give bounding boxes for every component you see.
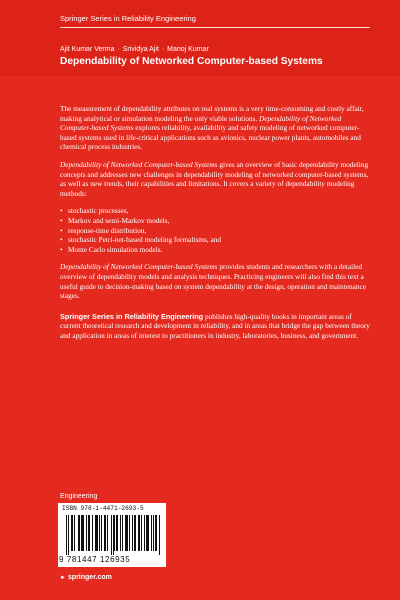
barcode-bar <box>88 515 89 551</box>
barcode-bar <box>68 515 69 555</box>
barcode-bar <box>139 515 140 551</box>
barcode-bar <box>96 515 97 551</box>
barcode-bar <box>114 515 115 551</box>
publisher-website <box>60 574 112 581</box>
barcode-bar <box>125 515 126 551</box>
blurb-book-title: Dependability of Networked Computer-based Systems <box>60 159 218 169</box>
blurb-text: explores reliability, availability and safety modeling of networked computer-based systems used in life-critical applications such as avionics, nuclear power plants, automobiles and chemical process industries. <box>60 123 361 152</box>
ean-digits: 9 781447 126935 <box>59 555 131 564</box>
barcode-bar <box>126 515 127 551</box>
barcode-bar <box>134 515 135 551</box>
blurb-paragraph <box>60 262 373 300</box>
barcode-bar <box>78 515 79 551</box>
barcode-bar <box>97 515 98 551</box>
barcode-bar <box>71 515 72 551</box>
series-name-inline: Springer Series in Reliability Engineering <box>60 311 204 321</box>
barcode-bar <box>156 515 157 551</box>
barcode-bar <box>155 515 156 551</box>
arrow-icon: ► <box>60 575 66 581</box>
list-item: • response-time distribution, <box>60 226 373 236</box>
barcode-bar <box>120 515 121 551</box>
blurb-paragraph <box>60 160 373 198</box>
blurb-text: publishes high-quality books in important areas of current theoretical research and development in reliability, and in areas that bridge the gap between theory and application in areas of interest to practitioners in industry, laboratories, business, and government. <box>60 311 370 340</box>
list-item: • stochastic Petri-net-based modeling formalisms, and <box>60 235 373 245</box>
author-name: Manoj Kumar <box>167 46 209 53</box>
author-name: Srividya Ajit <box>122 46 159 53</box>
barcode-bar <box>144 515 145 551</box>
barcode-bar <box>101 515 102 551</box>
subject-category: Engineering <box>60 493 98 500</box>
barcode-bar <box>141 515 142 551</box>
author-name: Ajit Kumar Verma <box>60 46 115 53</box>
barcode-bar <box>117 515 118 551</box>
blurb-book-title: Dependability of Networked Computer-based Systems <box>60 113 342 133</box>
barcode-bar <box>89 515 90 551</box>
website-url: springer.com <box>67 574 112 581</box>
barcode-bar <box>113 515 114 555</box>
list-item: • Markov and semi-Markov models, <box>60 216 373 226</box>
barcode-bar <box>105 515 106 551</box>
book-title: Dependability of Networked Computer-based Systems <box>60 56 323 67</box>
header-rule <box>60 27 370 28</box>
blurb-paragraph <box>60 104 373 152</box>
barcode-bar <box>122 515 123 551</box>
barcode-bar <box>116 515 117 551</box>
author-separator: · <box>161 46 165 53</box>
author-separator: · <box>117 46 120 53</box>
barcode-bar <box>74 515 75 551</box>
barcode-bar <box>104 515 105 551</box>
barcode-bar <box>82 515 83 551</box>
list-item: • stochastic processes, <box>60 206 373 216</box>
barcode-bar <box>146 515 147 551</box>
barcode-bar <box>138 515 139 551</box>
series-name: Springer Series in Reliability Engineering <box>60 14 196 23</box>
barcode-bar <box>132 515 133 551</box>
barcode-bar <box>127 515 128 551</box>
methods-list <box>60 206 373 254</box>
barcode-bar <box>159 515 160 555</box>
barcode-bar <box>86 515 87 551</box>
barcode-bar <box>72 515 73 551</box>
blurb-text: gives an overview of basic dependability modeling concepts and addresses new challenges in dependability modeling of networked computer-based systems, as well as new trends, their capabilities and limitations. It covers a variety of dependability modeling methods: <box>60 159 369 198</box>
barcode-bar <box>129 515 130 551</box>
barcode-bar <box>148 515 149 551</box>
series-paragraph <box>60 312 373 341</box>
barcode-bar <box>99 515 100 551</box>
barcode-bar <box>92 515 93 551</box>
author-list <box>60 46 209 53</box>
barcode-bar <box>147 515 148 551</box>
barcode-bar <box>83 515 84 551</box>
barcode-bar <box>153 515 154 551</box>
back-cover-blurb <box>60 104 373 348</box>
barcode-bar <box>79 515 80 551</box>
isbn-label: ISBN 978-1-4471-2693-5 <box>62 505 144 512</box>
isbn-barcode <box>58 503 166 567</box>
barcode-bar <box>81 515 82 551</box>
blurb-book-title: Dependability of Networked Computer-based Systems <box>60 262 218 272</box>
barcode-bars <box>66 515 160 555</box>
barcode-bar <box>135 515 136 551</box>
barcode-bar <box>107 515 108 551</box>
barcode-bar <box>66 515 67 555</box>
barcode-bar <box>95 515 96 551</box>
blurb-text: provides students and researchers with a detailed overview of dependability models and analysis techniques. Practicing engineers will also find this text a useful guide to decision-making based on system dependability at the design, operation and maintenance stages. <box>60 262 366 301</box>
barcode-bar <box>111 515 112 555</box>
list-item: • Monte Carlo simulation models. <box>60 245 373 255</box>
blurb-text: The measurement of dependability attributes on real systems is a very time-consuming and costly affair, making analytical or simulation modeling the only viable solutions. <box>60 104 364 123</box>
barcode-bar <box>151 515 152 551</box>
